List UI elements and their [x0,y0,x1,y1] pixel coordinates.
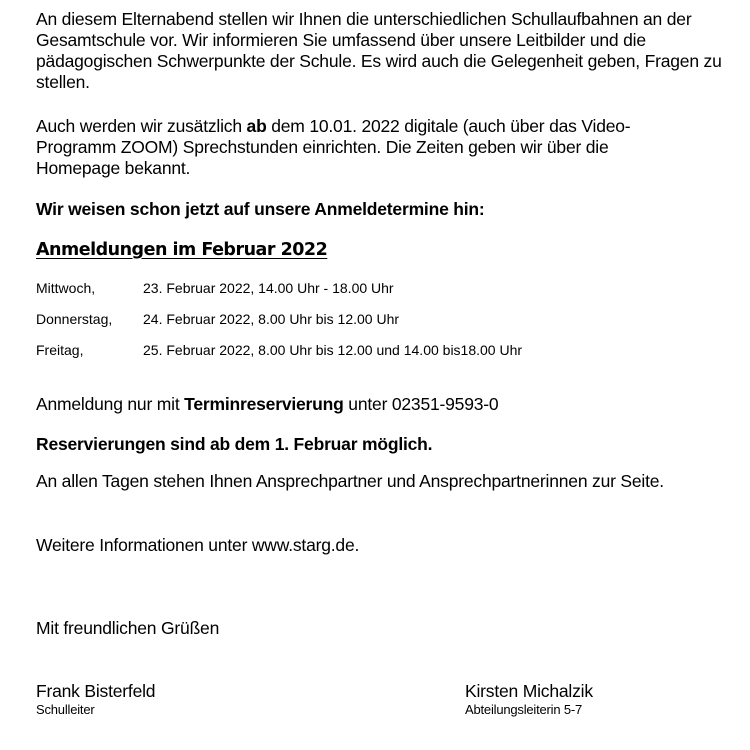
notice-line: Wir weisen schon jetzt auf unsere Anmeldetermine hin: [36,199,485,219]
more-info-line: Weitere Informationen unter www.starg.de. [36,535,360,555]
date-day: Freitag, [36,342,84,358]
date-time: 24. Februar 2022, 8.00 Uhr bis 12.00 Uhr [143,311,400,327]
registration-heading: Anmeldungen im Februar 2022 [36,240,328,260]
date-day: Donnerstag, [36,311,113,327]
date-time: 25. Februar 2022, 8.00 Uhr bis 12.00 und 14.00 bis18.00 Uhr [143,342,523,358]
date-row [36,310,399,328]
digital-text-post: dem 10.01. 2022 digitale (auch über das Video-Programm ZOOM) Sprechstunden einrichten. Die Zeiten geben wir über die Homepage bekannt. [36,116,631,178]
date-day: Mittwoch, [36,280,96,296]
booking-text-pre: Anmeldung nur mit [36,394,185,414]
contacts-line: An allen Tagen stehen Ihnen Ansprechpartner und Ansprechpartnerinnen zur Seite. [36,471,664,491]
signatory-role: Schulleiter [36,702,95,717]
digital-consultation-paragraph [36,116,696,179]
signatory-name: Kirsten Michalzik [465,681,593,701]
booking-text-post: unter 02351-9593-0 [343,394,499,414]
signatory-name: Frank Bisterfeld [36,681,156,701]
date-row [36,279,394,297]
booking-text-bold: Terminreservierung [184,394,344,414]
digital-text-bold: ab [246,116,267,136]
digital-text-pre: Auch werden wir zusätzlich [36,116,247,136]
reservation-line: Reservierungen sind ab dem 1. Februar möglich. [36,434,433,454]
booking-line [36,394,498,415]
signatory-role: Abteilungsleiterin 5-7 [465,702,583,717]
date-time: 23. Februar 2022, 14.00 Uhr - 18.00 Uhr [143,280,394,296]
intro-paragraph: An diesem Elternabend stellen wir Ihnen die unterschiedlichen Schullaufbahnen an der Gesamtschule vor. Wir informieren Sie umfassend über unsere Leitbilder und die pädagogischen Schwerpunkte der Schule. Es wird auch die Gelegenheit geben, Fragen zu stellen. [36,9,722,92]
greeting: Mit freundlichen Grüßen [36,618,220,638]
date-row [36,341,522,359]
